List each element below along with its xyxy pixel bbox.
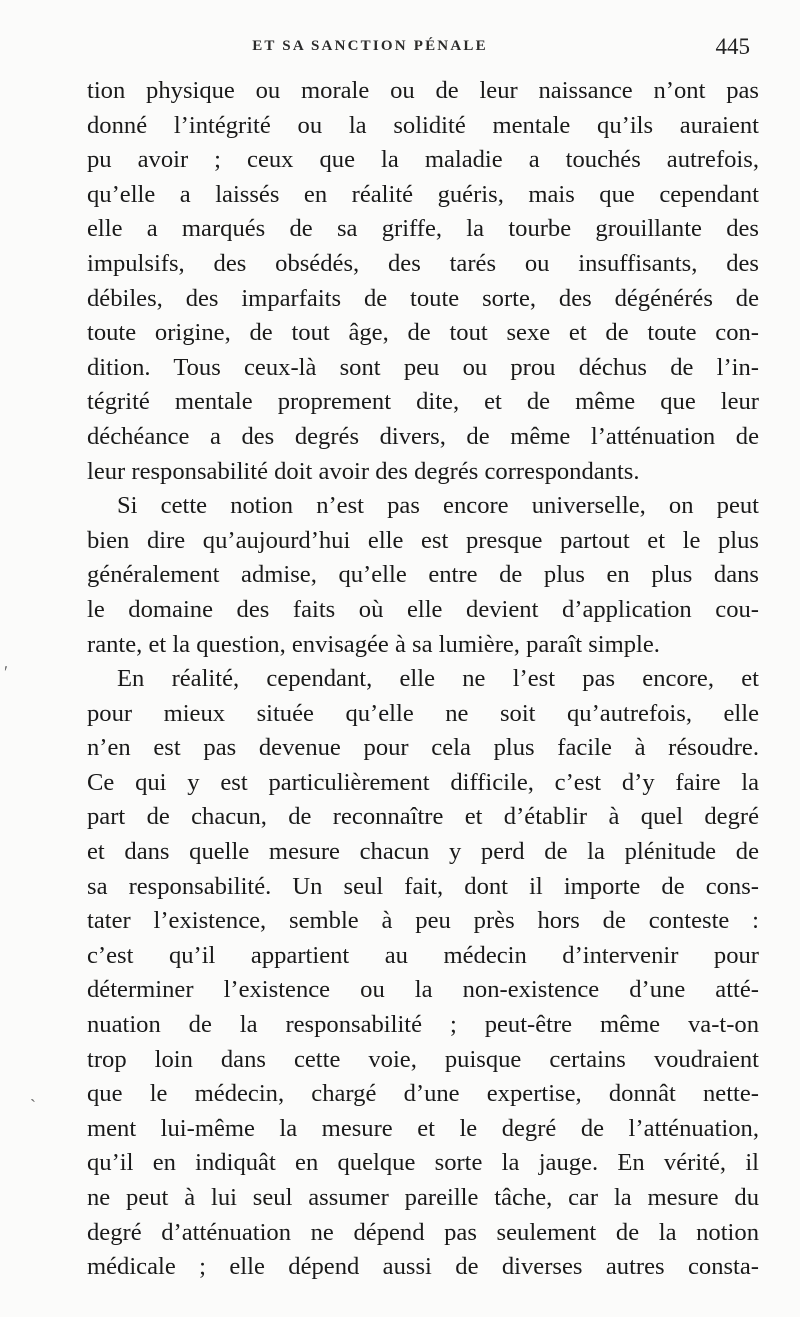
margin-mark: ˏ — [30, 1082, 36, 1102]
text-line: tion physique ou morale ou de leur naissance n’ont pas — [87, 77, 759, 104]
text-line: dition. Tous ceux-là sont peu ou prou déchus de l’in- — [87, 353, 759, 381]
text-line: médicale ; elle dépend aussi de diverses autres consta- — [87, 1253, 759, 1281]
text-line: et dans quelle mesure chacun y perd de la plénitude de — [87, 838, 759, 866]
text-line: tégrité mentale proprement dite, et de même que leur — [87, 388, 759, 416]
paragraph-last-line: rante, et la question, envisagée à sa lumière, paraît simple. — [87, 630, 660, 658]
paragraph-first-line: En réalité, cependant, elle ne l’est pas encore, et — [117, 665, 759, 693]
text-line: bien dire qu’aujourd’hui elle est presque partout et le plus — [87, 526, 759, 554]
text-line: déterminer l’existence ou la non-existence d’une atté- — [87, 976, 759, 1004]
text-line: donné l’intégrité ou la solidité mentale qu’ils auraient — [87, 111, 759, 139]
text-line: c’est qu’il appartient au médecin d’intervenir pour — [87, 941, 759, 969]
page-number: 445 — [715, 34, 750, 59]
text-line: généralement admise, qu’elle entre de plus en plus dans — [87, 561, 759, 589]
running-head: ET SA SANCTION PÉNALE — [252, 38, 488, 54]
text-line: que le médecin, chargé d’une expertise, donnât nette- — [87, 1080, 759, 1108]
text-line: n’en est pas devenue pour cela plus facile à résoudre. — [87, 734, 759, 762]
text-line: degré d’atténuation ne dépend pas seulement de la notion — [87, 1218, 759, 1246]
text-line: part de chacun, de reconnaître et d’établir à quel degré — [87, 803, 759, 831]
text-line: tater l’existence, semble à peu près hors de conteste : — [87, 907, 759, 935]
text-line: le domaine des faits où elle devient d’application cou- — [87, 595, 759, 623]
text-line: qu’il en indiquât en quelque sorte la jauge. En vérité, il — [87, 1149, 759, 1177]
text-line: déchéance a des degrés divers, de même l’atténuation de — [87, 422, 759, 450]
text-line: toute origine, de tout âge, de tout sexe et de toute con- — [87, 319, 759, 347]
text-line: ment lui-même la mesure et le degré de l’atténuation, — [87, 1114, 759, 1142]
paragraph-first-line: Si cette notion n’est pas encore universelle, on peut — [117, 492, 759, 520]
text-line: sa responsabilité. Un seul fait, dont il importe de cons- — [87, 872, 759, 900]
page-header — [90, 34, 756, 64]
text-line: impulsifs, des obsédés, des tarés ou insuffisants, des — [87, 249, 759, 277]
margin-mark: ʹ — [4, 662, 8, 682]
text-line: ne peut à lui seul assumer pareille tâche, car la mesure du — [87, 1184, 759, 1211]
body-text — [87, 74, 759, 1285]
text-line: pour mieux située qu’elle ne soit qu’autrefois, elle — [87, 699, 759, 727]
text-line: débiles, des imparfaits de toute sorte, des dégénérés de — [87, 284, 759, 312]
text-line: pu avoir ; ceux que la maladie a touchés autrefois, — [87, 146, 759, 174]
paragraph-last-line: leur responsabilité doit avoir des degrés correspondants. — [87, 457, 640, 485]
text-line: qu’elle a laissés en réalité guéris, mais que cependant — [87, 180, 759, 208]
text-line: elle a marqués de sa griffe, la tourbe grouillante des — [87, 215, 759, 243]
text-line: nuation de la responsabilité ; peut-être même va-t-on — [87, 1011, 759, 1039]
text-line: Ce qui y est particulièrement difficile, c’est d’y faire la — [87, 768, 759, 796]
text-line: trop loin dans cette voie, puisque certains voudraient — [87, 1045, 759, 1073]
